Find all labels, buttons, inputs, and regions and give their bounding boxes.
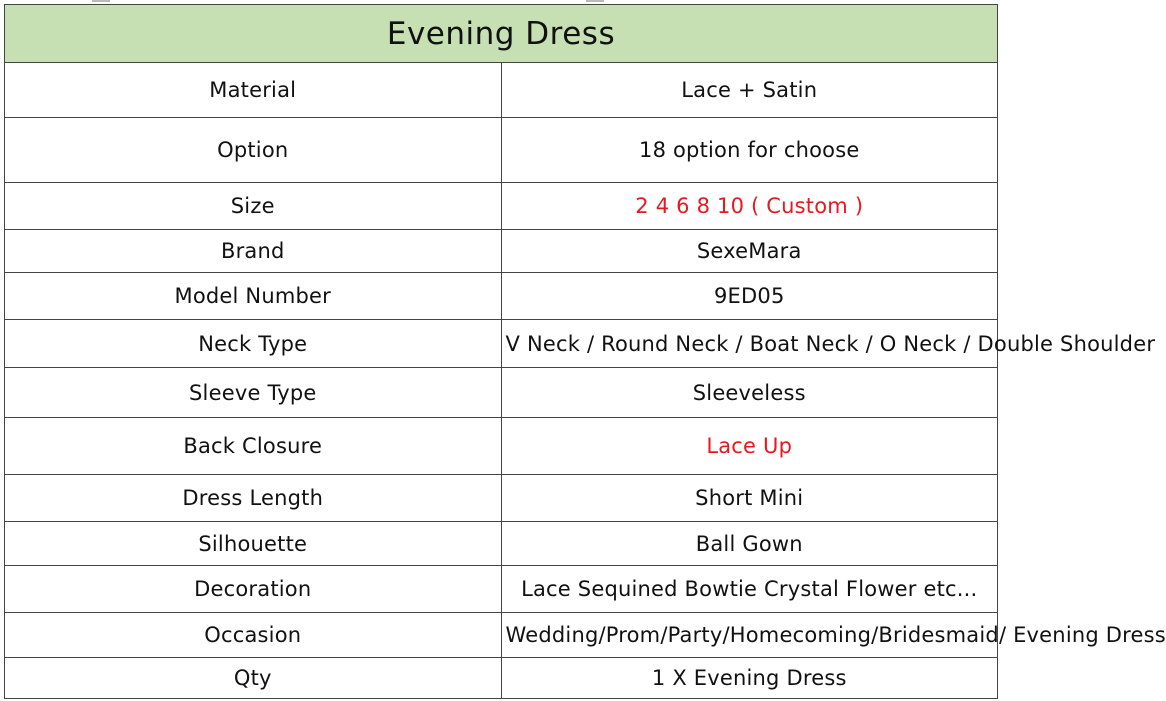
row-value-size: 2 4 6 8 10 ( Custom ) — [501, 183, 998, 230]
table-row — [5, 368, 998, 418]
row-label-neck-type: Neck Type — [5, 320, 502, 368]
row-label-sleeve-type: Sleeve Type — [5, 368, 502, 418]
row-label-model-number: Model Number — [5, 273, 502, 320]
row-value-model-number: 9ED05 — [501, 273, 998, 320]
row-label-qty: Qty — [5, 658, 502, 699]
table-header-row — [5, 5, 998, 63]
table-title: Evening Dress — [5, 5, 998, 63]
row-value-qty: 1 X Evening Dress — [501, 658, 998, 699]
product-spec-table — [4, 4, 1166, 699]
table-row — [5, 475, 998, 522]
table-row — [5, 658, 998, 699]
row-label-brand: Brand — [5, 230, 502, 273]
row-label-material: Material — [5, 63, 502, 118]
table-row — [5, 522, 998, 566]
edge-mark — [586, 0, 604, 2]
row-value-option: 18 option for choose — [501, 118, 998, 183]
table-row — [5, 613, 998, 658]
row-label-back-closure: Back Closure — [5, 418, 502, 475]
row-label-option: Option — [5, 118, 502, 183]
edge-mark — [92, 0, 110, 2]
row-label-size: Size — [5, 183, 502, 230]
table-row — [5, 230, 998, 273]
table-row — [5, 566, 998, 613]
row-value-decoration: Lace Sequined Bowtie Crystal Flower etc... — [501, 566, 998, 613]
table-row — [5, 118, 998, 183]
row-value-back-closure: Lace Up — [501, 418, 998, 475]
row-value-material: Lace + Satin — [501, 63, 998, 118]
row-label-occasion: Occasion — [5, 613, 502, 658]
table-row — [5, 273, 998, 320]
table-row — [5, 63, 998, 118]
row-value-silhouette: Ball Gown — [501, 522, 998, 566]
row-value-brand: SexeMara — [501, 230, 998, 273]
table-row — [5, 418, 998, 475]
row-value-occasion: Wedding/Prom/Party/Homecoming/Bridesmaid/ Evening Dress — [501, 613, 998, 658]
table-row — [5, 183, 998, 230]
row-value-neck-type: V Neck / Round Neck / Boat Neck / O Neck / Double Shoulder — [501, 320, 998, 368]
table-row — [5, 320, 998, 368]
row-label-dress-length: Dress Length — [5, 475, 502, 522]
row-label-silhouette: Silhouette — [5, 522, 502, 566]
row-value-dress-length: Short Mini — [501, 475, 998, 522]
row-label-decoration: Decoration — [5, 566, 502, 613]
row-value-sleeve-type: Sleeveless — [501, 368, 998, 418]
